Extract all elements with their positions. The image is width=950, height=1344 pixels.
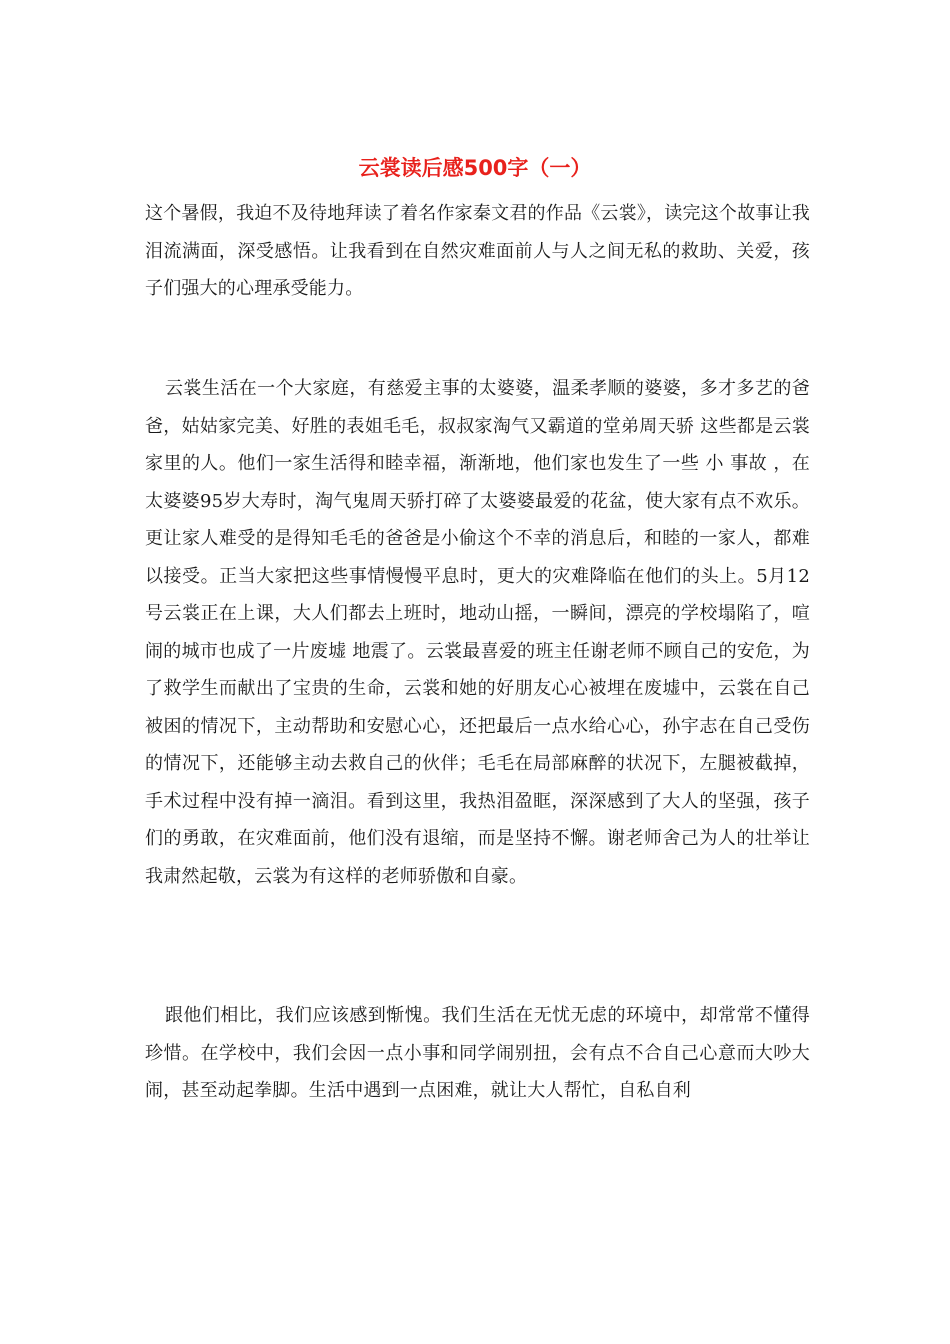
paragraph-story-summary: 云裳生活在一个大家庭，有慈爱主事的太婆婆，温柔孝顺的婆婆，多才多艺的爸爸，姑姑家完美、好胜的表姐毛毛，叔叔家淘气又霸道的堂弟周天骄 这些都是云裳家里的人。他们一家生活得和睦幸福，渐渐地，他们家也发生了一些 小 事故 ，在太婆婆95岁大寿时，淘气鬼周天骄打碎了太婆婆最爱的花盆，使大家有点不欢乐。更让家人难受的是得知毛毛的爸爸是小偷这个不幸的消息后，和睦的一家人，都难以接受。正当大家把这些事情慢慢平息时，更大的灾难降临在他们的头上。5月12号云裳正在上课，大人们都去上班时，地动山摇，一瞬间，漂亮的学校塌陷了，喧闹的城市也成了一片废墟 地震了。云裳最喜爱的班主任谢老师不顾自己的安危，为了救学生而献出了宝贵的生命，云裳和她的好朋友心心被埋在废墟中，云裳在自己被困的情况下，主动帮助和安慰心心，还把最后一点水给心心，孙宇志在自己受伤的情况下，还能够主动去救自己的伙伴；毛毛在局部麻醉的状况下，左腿被截掉，手术过程中没有掉一滴泪。看到这里，我热泪盈眶，深深感到了大人的坚强，孩子们的勇敢，在灾难面前，他们没有退缩，而是坚持不懈。谢老师舍己为人的壮举让我肃然起敬，云裳为有这样的老师骄傲和自豪。	[145, 378, 810, 887]
document-title: 云裳读后感500字（一）	[358, 156, 592, 180]
paragraph-intro: 这个暑假，我迫不及待地拜读了着名作家秦文君的作品《云裳》，读完这个故事让我泪流满面，深受感悟。让我看到在自然灾难面前人与人之间无私的救助、关爱，孩子们强大的心理承受能力。	[145, 203, 810, 299]
paragraph-reflection: 跟他们相比，我们应该感到惭愧。我们生活在无忧无虑的环境中，却常常不懂得珍惜。在学校中，我们会因一点小事和同学闹别扭，会有点不合自己心意而大吵大闹，甚至动起拳脚。生活中遇到一点困难，就让大人帮忙，自私自利	[145, 1005, 810, 1101]
